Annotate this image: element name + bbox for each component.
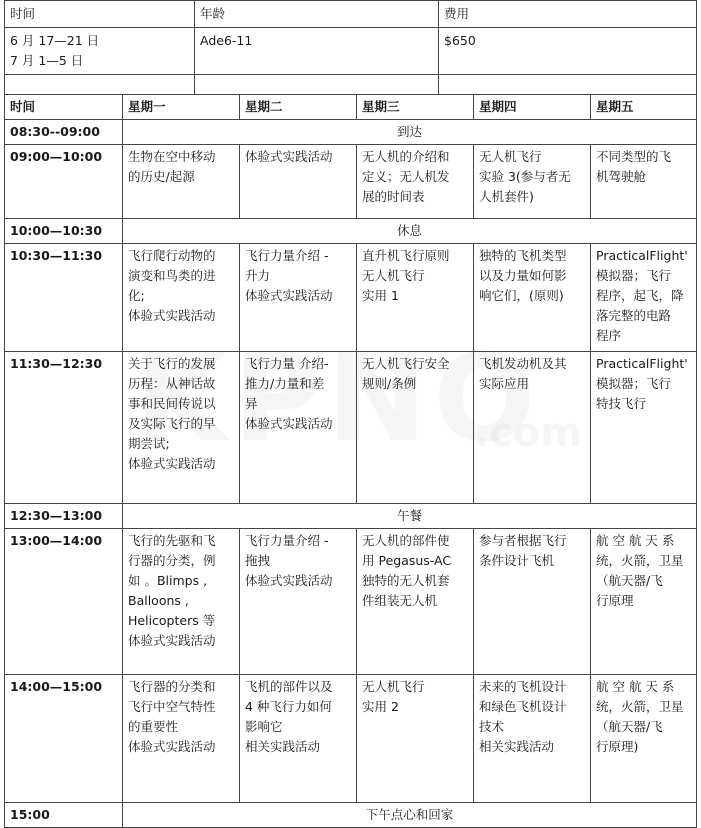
- info-blank-cell: [439, 75, 697, 95]
- activity-cell: [591, 675, 697, 803]
- time-slot: 10:30—11:30: [5, 244, 123, 352]
- activity-line: PracticalFlight': [596, 356, 688, 371]
- activity-line: 影响它: [245, 719, 283, 734]
- activity-line: Balloons ,: [128, 593, 189, 608]
- merged-activity: 休息: [123, 219, 697, 244]
- activity-line: 相关实践活动: [479, 739, 555, 754]
- activity-cell: [591, 529, 697, 675]
- info-dates: [5, 28, 195, 75]
- activity-line: 飞机发动机及其: [479, 356, 567, 371]
- activity-cell: [474, 244, 591, 352]
- time-slot: 08:30--09:00: [5, 120, 123, 145]
- activity-line: 响它们，(原则): [479, 288, 564, 303]
- activity-line: 实用 2: [362, 699, 399, 714]
- info-blank-cell: [5, 75, 195, 95]
- info-header-row: [5, 1, 697, 28]
- activity-line: 及实际飞行的早: [128, 416, 216, 431]
- activity-line: 无人机的介绍和: [362, 149, 450, 164]
- activity-line: 行原理): [596, 739, 639, 754]
- activity-cell: [357, 675, 474, 803]
- activity-cell: [240, 145, 357, 219]
- activity-line: 事和民间传说以: [128, 396, 216, 411]
- activity-line: 相关实践活动: [245, 739, 321, 754]
- activity-cell: [357, 529, 474, 675]
- activity-line: 用 Pegasus-AC: [362, 553, 452, 568]
- activity-cell: [123, 145, 240, 219]
- activity-line: 规则/条例: [362, 376, 417, 391]
- activity-line: 特技飞行: [596, 396, 647, 411]
- activity-line: 统，火箭，卫星: [596, 553, 684, 568]
- activity-line: 机驾驶舱: [596, 169, 647, 184]
- schedule-row: [5, 244, 697, 352]
- activity-cell: [474, 529, 591, 675]
- activity-line: 飞行器的分类和: [128, 679, 216, 694]
- activity-line: 未来的飞机设计: [479, 679, 567, 694]
- col-header-monday: 星期一: [123, 95, 240, 120]
- activity-line: 体验式实践活动: [245, 416, 333, 431]
- info-header-time: 时间: [5, 1, 195, 28]
- col-header-thursday: 星期四: [474, 95, 591, 120]
- activity-cell: [357, 244, 474, 352]
- activity-line: 如 。Blimps ,: [128, 573, 208, 588]
- activity-line: 化;: [128, 288, 145, 303]
- schedule-table: [4, 94, 697, 828]
- activity-line: 以及力量如何影: [479, 268, 567, 283]
- activity-line: 实际应用: [479, 376, 530, 391]
- schedule-row: [5, 504, 697, 529]
- info-header-age: 年龄: [195, 1, 439, 28]
- time-slot: 15:00: [5, 803, 123, 828]
- activity-line: 体验式实践活动: [245, 288, 333, 303]
- activity-line: 技术: [479, 719, 505, 734]
- activity-line: 关于飞行的发展: [128, 356, 216, 371]
- info-date-line: 6 月 17—21 日: [10, 33, 100, 48]
- activity-line: 行器的分类，例: [128, 553, 216, 568]
- info-value-row: [5, 28, 697, 75]
- schedule-row: [5, 803, 697, 828]
- activity-line: 无人机飞行: [479, 149, 542, 164]
- activity-line: Helicopters 等: [128, 613, 216, 628]
- activity-line: 的重要性: [128, 719, 179, 734]
- activity-line: 飞行中空气特性: [128, 699, 216, 714]
- activity-line: 条件设计飞机: [479, 553, 555, 568]
- schedule-row: [5, 219, 697, 244]
- activity-line: 飞行力量介绍 -: [245, 248, 329, 263]
- info-blank-row: [5, 75, 697, 95]
- activity-cell: [123, 352, 240, 504]
- activity-cell: [474, 145, 591, 219]
- schedule-body: [5, 120, 697, 828]
- activity-line: 体验式实践活动: [128, 739, 216, 754]
- activity-line: 实用 1: [362, 288, 399, 303]
- activity-cell: [591, 352, 697, 504]
- info-blank-cell: [195, 75, 439, 95]
- activity-cell: [240, 352, 357, 504]
- activity-line: 定义；无人机发: [362, 169, 450, 184]
- activity-line: 飞机的部件以及: [245, 679, 333, 694]
- activity-line: 航 空 航 天 系: [596, 679, 675, 694]
- activity-line: 模拟器；飞行: [596, 268, 672, 283]
- activity-line: 无人机飞行: [362, 679, 425, 694]
- info-table: [4, 0, 697, 95]
- activity-cell: [474, 675, 591, 803]
- info-fee: $650: [439, 28, 697, 75]
- activity-cell: [123, 529, 240, 675]
- activity-line: 直升机飞行原则: [362, 248, 450, 263]
- activity-line: 件组装无人机: [362, 593, 438, 608]
- activity-line: 程序，起飞，降: [596, 288, 684, 303]
- activity-line: 飞行爬行动物的: [128, 248, 216, 263]
- col-header-time: 时间: [5, 95, 123, 120]
- schedule-row: [5, 120, 697, 145]
- activity-line: 体验式实践活动: [245, 149, 333, 164]
- activity-line: 航 空 航 天 系: [596, 533, 675, 548]
- activity-line: 体验式实践活动: [128, 633, 216, 648]
- activity-line: 无人机飞行: [362, 268, 425, 283]
- activity-line: 参与者根据飞行: [479, 533, 567, 548]
- activity-line: 飞行力量 介绍-: [245, 356, 329, 371]
- activity-line: 升力: [245, 268, 271, 283]
- col-header-tuesday: 星期二: [240, 95, 357, 120]
- activity-cell: [357, 352, 474, 504]
- activity-line: 体验式实践活动: [128, 308, 216, 323]
- activity-line: 拖拽: [245, 553, 271, 568]
- activity-line: 模拟器；飞行: [596, 376, 672, 391]
- activity-line: 无人机的部件使: [362, 533, 450, 548]
- activity-line: 独特的无人机套: [362, 573, 450, 588]
- activity-line: 展的时间表: [362, 189, 425, 204]
- activity-cell: [591, 244, 697, 352]
- activity-line: 独特的飞机类型: [479, 248, 567, 263]
- activity-line: 无人机飞行安全: [362, 356, 450, 371]
- schedule-row: [5, 529, 697, 675]
- activity-line: 落完整的电路: [596, 308, 672, 323]
- schedule-row: [5, 352, 697, 504]
- info-header-fee: 费用: [439, 1, 697, 28]
- col-header-wednesday: 星期三: [357, 95, 474, 120]
- activity-line: 飞行的先驱和飞: [128, 533, 216, 548]
- activity-line: 体验式实践活动: [245, 573, 333, 588]
- activity-cell: [240, 244, 357, 352]
- schedule-document: [4, 0, 696, 828]
- activity-cell: [123, 244, 240, 352]
- activity-line: 4 种飞行力如何: [245, 699, 332, 714]
- activity-line: 程序: [596, 328, 622, 343]
- time-slot: 13:00—14:00: [5, 529, 123, 675]
- time-slot: 11:30—12:30: [5, 352, 123, 504]
- activity-line: 历程：从神话故: [128, 376, 216, 391]
- time-slot: 10:00—10:30: [5, 219, 123, 244]
- col-header-friday: 星期五: [591, 95, 697, 120]
- activity-line: 人机套件): [479, 189, 534, 204]
- schedule-header-row: [5, 95, 697, 120]
- activity-line: 体验式实践活动: [128, 456, 216, 471]
- activity-line: 不同类型的飞: [596, 149, 672, 164]
- activity-line: 和绿色飞机设计: [479, 699, 567, 714]
- info-age: Ade6-11: [195, 28, 439, 75]
- activity-line: （航天器/飞: [596, 719, 663, 734]
- activity-line: 的历史/起源: [128, 169, 195, 184]
- time-slot: 09:00—10:00: [5, 145, 123, 219]
- schedule-row: [5, 145, 697, 219]
- activity-line: （航天器/飞: [596, 573, 663, 588]
- merged-activity: 午餐: [123, 504, 697, 529]
- activity-line: 行原理: [596, 593, 634, 608]
- activity-cell: [123, 675, 240, 803]
- time-slot: 12:30—13:00: [5, 504, 123, 529]
- activity-cell: [240, 675, 357, 803]
- activity-cell: [240, 529, 357, 675]
- schedule-row: [5, 675, 697, 803]
- activity-cell: [474, 352, 591, 504]
- activity-line: 期尝试;: [128, 436, 170, 451]
- activity-line: 实验 3(参与者无: [479, 169, 571, 184]
- activity-cell: [357, 145, 474, 219]
- activity-cell: [591, 145, 697, 219]
- activity-line: 飞行力量介绍 -: [245, 533, 329, 548]
- activity-line: 统，火箭，卫星: [596, 699, 684, 714]
- activity-line: 推力/力量和差: [245, 376, 325, 391]
- activity-line: 演变和鸟类的进: [128, 268, 216, 283]
- time-slot: 14:00—15:00: [5, 675, 123, 803]
- info-date-line: 7 月 1—5 日: [10, 53, 84, 68]
- merged-activity: 到达: [123, 120, 697, 145]
- activity-line: 生物在空中移动: [128, 149, 216, 164]
- merged-activity: 下午点心和回家: [123, 803, 697, 828]
- activity-line: PracticalFlight': [596, 248, 688, 263]
- activity-line: 异: [245, 396, 258, 411]
